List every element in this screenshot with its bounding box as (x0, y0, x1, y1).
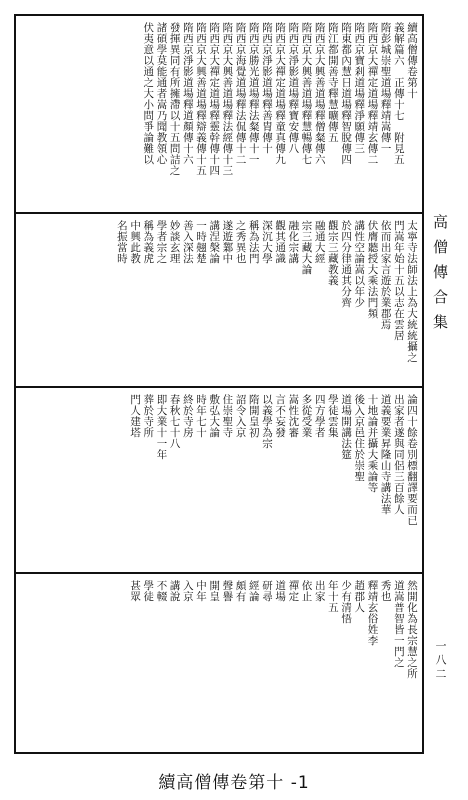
text-column: 年十五 (326, 580, 339, 613)
text-column: 詔令入京 (234, 394, 247, 438)
text-column: 中興此教 (129, 220, 142, 264)
text-column: 四方學者 (313, 394, 326, 438)
text-column: 隋彭城崇聖道場釋靖嵩傳一 (379, 22, 392, 154)
text-column: 嵩性沈審 (287, 394, 300, 438)
text-column: 伏夷意以通之大小問爭論難以 (142, 22, 155, 165)
text-column: 敷弘大論 (208, 394, 221, 438)
text-column: 釋靖玄俗姓李 (366, 580, 379, 646)
text-column: 於四分律通其分齊 (340, 220, 353, 308)
text-column: 隋江都開善寺釋慧曠傳五 (326, 22, 339, 143)
text-column: 道義要業昇隆山寺講法華 (379, 394, 392, 515)
text-column: 道場開講法筵 (340, 394, 353, 460)
text-column: 門嵩年始十五以志在雲居 (392, 220, 405, 341)
text-column: 觀宗三藏教義 (326, 220, 339, 286)
text-column: 學者宗之 (155, 220, 168, 264)
text-column: 開皇 (208, 580, 221, 602)
text-column: 聲譽 (221, 580, 234, 602)
text-column: 之秀異也 (234, 220, 247, 264)
text-column: 少有清悟 (340, 580, 353, 624)
text-column: 入京 (181, 580, 194, 602)
text-column: 即大業十一年 (155, 394, 168, 460)
text-column: 隋西京大興善道場釋辯義傳十五 (195, 22, 207, 176)
text-column: 隋開皇初 (247, 394, 260, 438)
text-column: 經論 (247, 580, 260, 602)
text-column: 甚眾 (129, 580, 142, 602)
text-column: 講涅槃論 (208, 220, 221, 264)
text-column: 春秋七十八 (168, 394, 181, 449)
text-column: 觀其通識 (274, 220, 287, 264)
text-column: 遂遊鄴中 (221, 220, 234, 264)
text-column: 隋西京寶剎道場釋淨願傳三 (353, 22, 366, 154)
text-column: 道嵩普智皆一門之 (392, 580, 405, 668)
text-column: 頗有 (234, 580, 247, 602)
text-column: 隋西京淨影道場釋善胄傳十 (260, 22, 273, 154)
text-column: 稱為義虎 (142, 220, 155, 264)
text-column: 隋西京大禪定道場釋靈幹傳十四 (208, 22, 221, 176)
text-column: 講說 (168, 580, 181, 602)
text-column: 深沉大學 (260, 220, 273, 264)
text-column: 依止 (300, 580, 313, 602)
register-band-2 (16, 212, 422, 386)
text-column: 後入京邑住於崇聖 (353, 394, 366, 482)
text-column: 不輟 (155, 580, 168, 602)
text-column: 發揮異同有所擁滯以十五問詰之 (168, 22, 181, 176)
text-column: 依而出家言遊於業郡焉 (379, 220, 392, 330)
text-column: 研尋 (260, 580, 273, 602)
text-column: 隋西京大興善道場釋僧粲傳六 (313, 22, 326, 165)
text-column: 融化宗講 (287, 220, 300, 264)
text-column: 隋西京淨影道場釋寶安傳八 (287, 22, 300, 154)
side-title: 高僧傳合集 (431, 214, 449, 339)
text-column: 中年 (195, 580, 207, 602)
register-band-4 (16, 572, 422, 756)
text-column: 學徒雲集 (326, 394, 339, 438)
text-column: 善入深法 (181, 220, 194, 264)
text-column: 隋西京大興善道場釋法經傳十三 (221, 22, 234, 176)
text-column: 然開化為長宗慧之所 (406, 580, 418, 679)
text-column: 多從受業 (300, 394, 313, 438)
text-column: 論四十餘卷別標翻譯要而已 (406, 394, 418, 526)
text-column: 伏膺聽授大乘法門頻 (366, 220, 379, 319)
text-column: 言不妄發 (274, 394, 287, 438)
text-column: 秀也 (379, 580, 392, 602)
text-column: 隋東都內慧日道場釋智脫傳四 (340, 22, 353, 165)
text-column: 葬於寺所 (142, 394, 155, 438)
text-column: 隋西京大禪定道場釋童真傳九 (274, 22, 287, 165)
text-column: 以義學為宗 (260, 394, 273, 449)
text-column: 終於寺房 (181, 394, 194, 438)
register-band-3 (16, 386, 422, 572)
text-column: 隋西京淨影道場釋道顏傳十六 (181, 22, 194, 165)
text-column: 出家 (313, 580, 326, 602)
text-column: 十地論并攝大乘論等 (366, 394, 379, 493)
text-column: 義解篇六 正傳十七 附見五 (392, 22, 405, 165)
text-column: 融通大經 (313, 220, 326, 264)
register-band-1 (16, 16, 422, 212)
text-column: 隋西京海覺道場釋法侃傳十二 (234, 22, 247, 165)
text-column: 隋西京勝光道場釋法粲傳十一 (247, 22, 260, 165)
text-column: 宗三藏大論 (300, 220, 313, 275)
text-column: 時年七十 (195, 394, 207, 438)
text-column: 諸碩學莫能通者嵩乃聞教領心 (155, 22, 168, 165)
text-column: 續高僧傳卷第十 (406, 22, 418, 99)
text-column: 學徒 (142, 580, 155, 602)
text-column: 趙郡人 (353, 580, 366, 613)
text-column: 講性空論嵩以年少 (353, 220, 366, 308)
sutra-page (14, 14, 424, 754)
text-column: 道場 (274, 580, 287, 602)
side-page-number: 一八二 (434, 640, 447, 682)
text-column: 妙談玄理 (168, 220, 181, 264)
text-column: 出家者遂與同侶三百餘人 (392, 394, 405, 515)
text-column: 住崇聖寺 (221, 394, 234, 438)
text-column: 稱為法門 (247, 220, 260, 264)
text-column: 門人建塔 (129, 394, 142, 438)
page-caption: 續高僧傳卷第十 -1 (158, 773, 310, 793)
text-column: 名振當時 (115, 220, 128, 264)
text-column: 一時翹楚 (195, 220, 207, 264)
text-column: 太寧寺法師法上為大統統攝之 (406, 220, 418, 363)
text-column: 隋西京大禪定道場釋靖玄傳二 (366, 22, 379, 165)
text-column: 隋西京大興善道場釋慧暢傳七 (300, 22, 313, 165)
text-column: 禪定 (287, 580, 300, 602)
